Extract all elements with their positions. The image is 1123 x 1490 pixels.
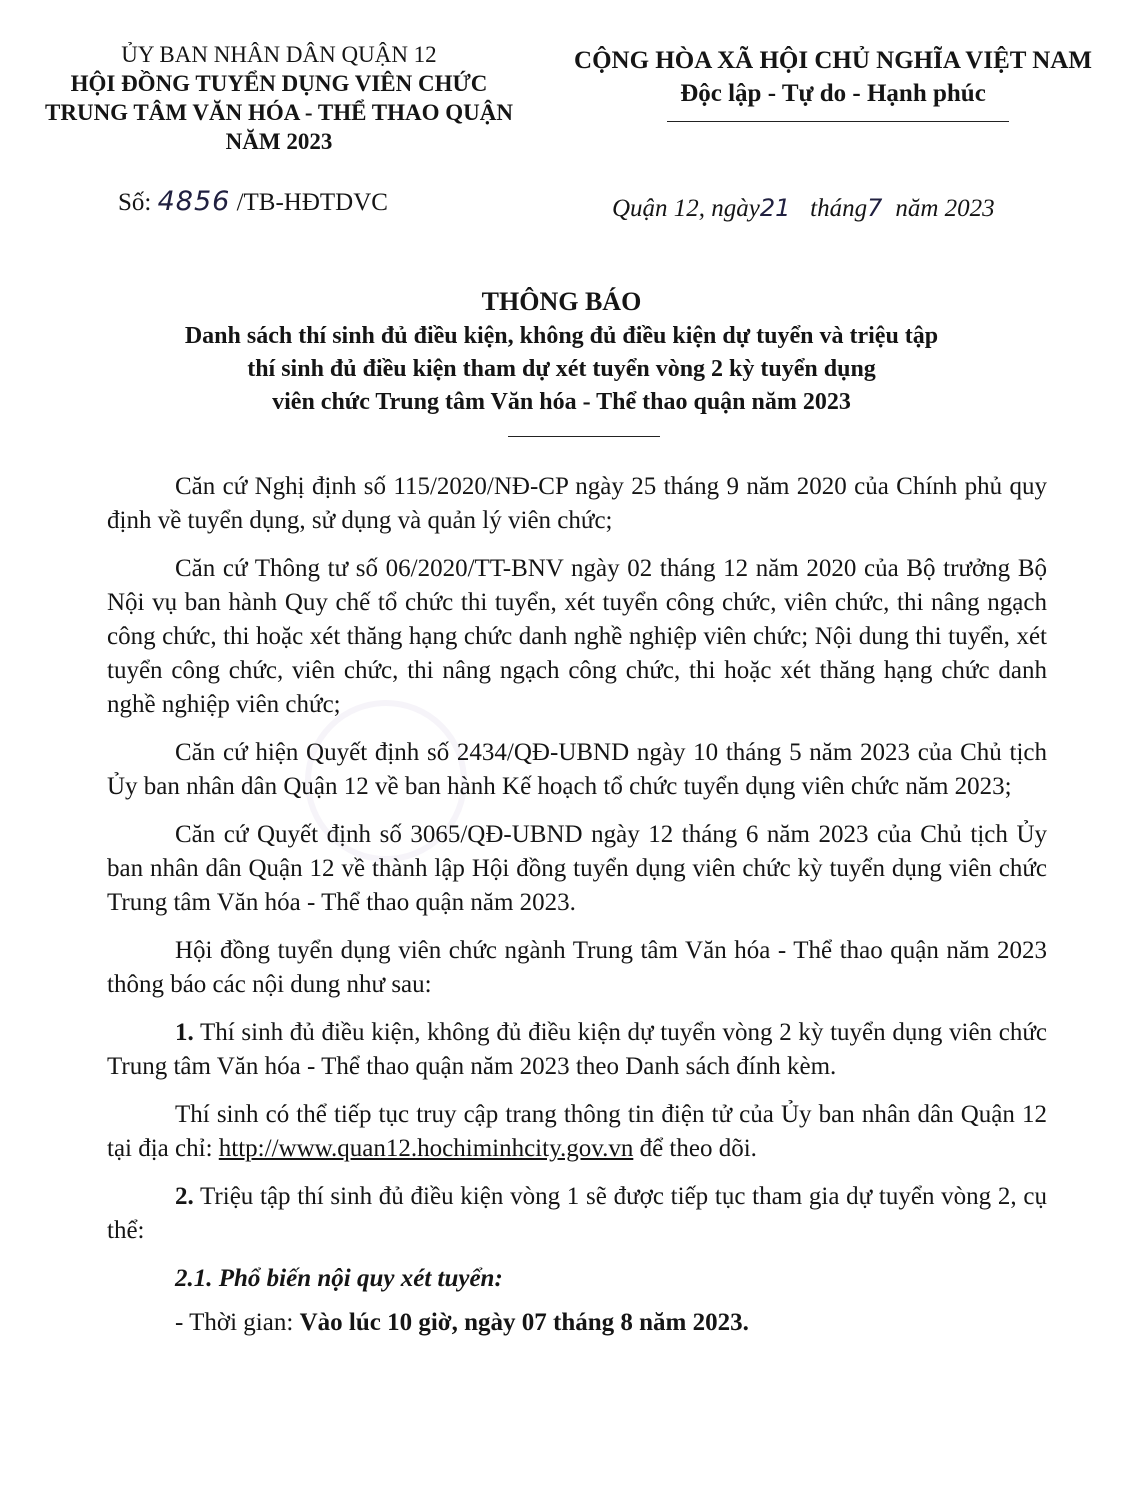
agency-line-4: NĂM 2023 bbox=[225, 129, 333, 154]
time-label: - Thời gian: bbox=[175, 1309, 300, 1336]
section-2 bbox=[107, 1180, 1047, 1248]
title-sub-3: viên chức Trung tâm Văn hóa - Thể thao quận năm 2023 bbox=[272, 389, 851, 415]
country-name: CỘNG HÒA XÃ HỘI CHỦ NGHĨA VIỆT NAM bbox=[574, 47, 1092, 74]
doc-number-suffix: /TB-HĐTDVC bbox=[236, 189, 388, 216]
title-sub-1: Danh sách thí sinh đủ điều kiện, không đủ điều kiện dự tuyển và triệu tập bbox=[184, 323, 939, 349]
doc-number-prefix: Số: bbox=[118, 189, 152, 216]
document-date bbox=[612, 194, 995, 223]
date-day-handwritten: 21 bbox=[759, 194, 791, 222]
paragraph-legal-basis-1: Căn cứ Nghị định số 115/2020/NĐ-CP ngày 25 tháng 9 năm 2020 của Chính phủ quy định về tuyển dụng, sử dụng và quản lý viên chức; bbox=[107, 473, 1047, 534]
website-link[interactable]: http://www.quan12.hochiminhcity.gov.vn bbox=[218, 1135, 634, 1162]
issuing-agency-header bbox=[10, 40, 548, 156]
motto-underline bbox=[667, 121, 1009, 122]
time-line bbox=[107, 1306, 1047, 1340]
section-1 bbox=[107, 1016, 1047, 1084]
time-value: Vào lúc 10 giờ, ngày 07 tháng 8 năm 2023. bbox=[299, 1309, 749, 1336]
agency-line-3: TRUNG TÂM VĂN HÓA - THỂ THAO QUẬN bbox=[45, 100, 513, 125]
doc-number-handwritten: 4856 bbox=[157, 186, 231, 217]
title-underline bbox=[508, 436, 660, 437]
date-year: năm 2023 bbox=[895, 195, 995, 222]
date-place: Quận 12, ngày bbox=[612, 195, 760, 222]
agency-line-1: ỦY BAN NHÂN DÂN QUẬN 12 bbox=[121, 42, 437, 67]
document-body bbox=[107, 470, 1047, 1354]
date-month-word: tháng bbox=[810, 195, 868, 222]
national-motto: Độc lập - Tự do - Hạnh phúc bbox=[680, 80, 986, 107]
paragraph-website-info bbox=[107, 1098, 1047, 1166]
national-motto-header bbox=[548, 44, 1118, 110]
title-main: THÔNG BÁO bbox=[481, 287, 642, 316]
section-2-text: Triệu tập thí sinh đủ điều kiện vòng 1 sẽ được tiếp tục tham gia dự tuyển vòng 2, cụ thể: bbox=[107, 1183, 1047, 1244]
section-1-text: Thí sinh đủ điều kiện, không đủ điều kiện dự tuyển vòng 2 kỳ tuyển dụng viên chức Trung tâm Văn hóa - Thể thao quận năm 2023 theo Danh sách đính kèm. bbox=[107, 1019, 1047, 1080]
document-title bbox=[110, 284, 1013, 419]
section-2-1 bbox=[107, 1262, 1047, 1296]
section-2-1-heading: 2.1. Phổ biến nội quy xét tuyển: bbox=[175, 1265, 503, 1292]
paragraph-legal-basis-2: Căn cứ Thông tư số 06/2020/TT-BNV ngày 02 tháng 12 năm 2020 của Bộ trưởng Bộ Nội vụ ban hành Quy chế tổ chức thi tuyển, xét tuyển công chức, viên chức, thi nâng ngạch công chức, thi hoặc xét thăng hạng chức danh nghề nghiệp viên chức; Nội dung thi tuyển, xét tuyển công chức, viên chức, thi nâng ngạch công chức, thi hoặc xét thăng hạng chức danh nghề nghiệp viên chức; bbox=[107, 555, 1047, 718]
website-info-text: Thí sinh có thể tiếp tục truy cập trang thông tin điện tử của Ủy ban nhân dân Quận 12 tại địa chỉ: bbox=[107, 1101, 1047, 1162]
paragraph-legal-basis-3: Căn cứ hiện Quyết định số 2434/QĐ-UBND ngày 10 tháng 5 năm 2023 của Chủ tịch Ủy ban nhân dân Quận 12 về ban hành Kế hoạch tổ chức tuyển dụng viên chức năm 2023; bbox=[107, 739, 1047, 800]
title-sub-2: thí sinh đủ điều kiện tham dự xét tuyển vòng 2 kỳ tuyển dụng bbox=[247, 356, 876, 382]
document-number bbox=[118, 186, 388, 217]
section-1-label: 1. bbox=[175, 1019, 194, 1046]
website-info-tail: để theo dõi. bbox=[633, 1135, 757, 1162]
paragraph-legal-basis-4: Căn cứ Quyết định số 3065/QĐ-UBND ngày 12 tháng 6 năm 2023 của Chủ tịch Ủy ban nhân dân Quận 12 về thành lập Hội đồng tuyển dụng viên chức kỳ tuyển dụng viên chức Trung tâm Văn hóa - Thể thao quận năm 2023. bbox=[107, 821, 1047, 916]
agency-line-2: HỘI ĐỒNG TUYỂN DỤNG VIÊN CHỨC bbox=[70, 71, 488, 96]
paragraph-announcement-intro: Hội đồng tuyển dụng viên chức ngành Trung tâm Văn hóa - Thể thao quận năm 2023 thông báo các nội dung như sau: bbox=[107, 937, 1047, 998]
section-2-label: 2. bbox=[175, 1183, 194, 1210]
date-month-handwritten: 7 bbox=[867, 194, 883, 222]
